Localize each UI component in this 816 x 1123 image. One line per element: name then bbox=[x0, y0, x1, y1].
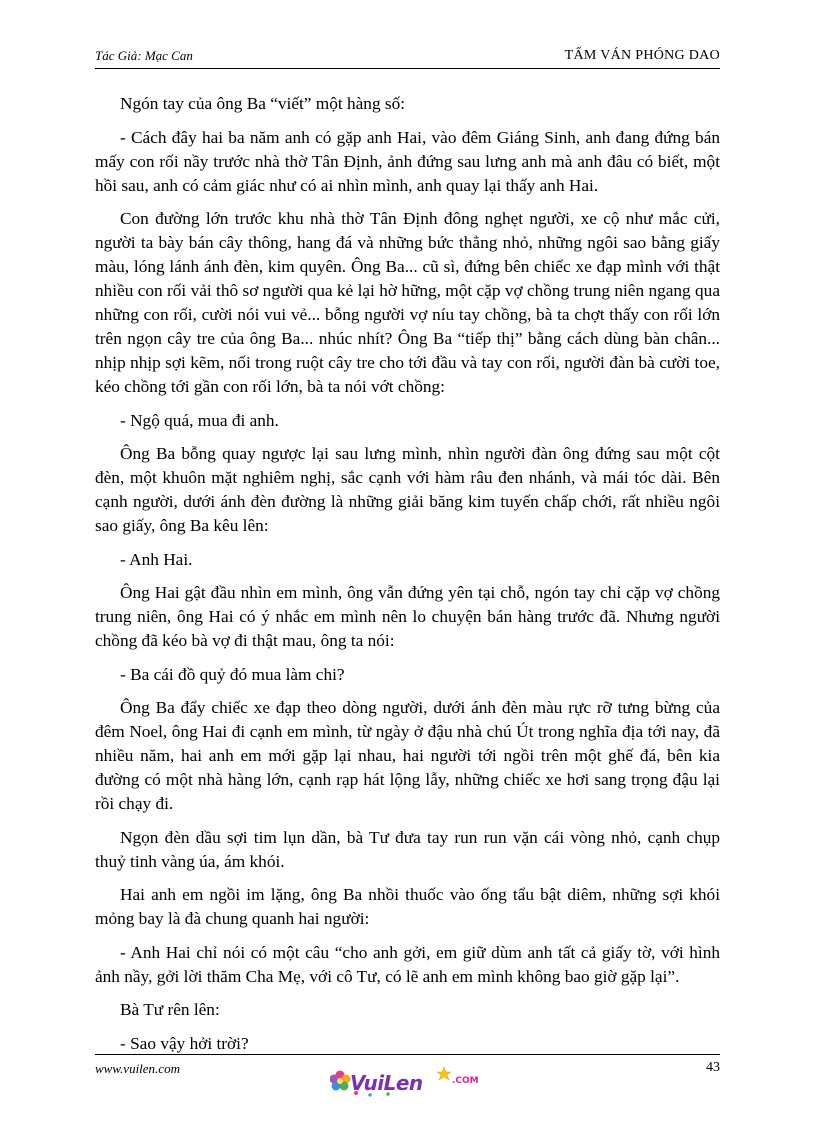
footer-url: www.vuilen.com bbox=[95, 1061, 180, 1076]
page-header bbox=[95, 46, 720, 66]
logo-text: VuiLen bbox=[350, 1071, 423, 1095]
vuilen-logo bbox=[330, 1062, 480, 1100]
header-divider bbox=[95, 68, 720, 69]
paragraph: Ông Hai gật đầu nhìn em mình, ông vẫn đứng yên tại chỗ, ngón tay chỉ cặp vợ chồng trung niên, ông Hai có ý nhắc em mình nên lo chuyện bán hàng trước đã. Nhưng người chồng đã kéo bà vợ đi thật mau, ông ta nói: bbox=[95, 583, 720, 650]
paragraph: - Anh Hai. bbox=[120, 549, 193, 569]
paragraph: - Sao vậy hởi trời? bbox=[120, 1033, 249, 1053]
page-body bbox=[95, 92, 720, 1065]
paragraph: Ông Ba bỗng quay ngược lại sau lưng mình, nhìn người đàn ông đứng sau một cột đèn, một khuôn mặt nghiêm nghị, sắc cạnh với hàm râu đen nhánh, và mái tóc dài. Bên cạnh người, dưới ánh đèn đường là những giải băng kim tuyến chấp chới, rất nhiều ngôi sao giấy, ông Ba kêu lên: bbox=[95, 444, 720, 535]
paragraph: Ngọn đèn dầu sợi tim lụn dần, bà Tư đưa tay run run vặn cái vòng nhỏ, cạnh chụp thuỷ tinh vàng úa, ám khói. bbox=[95, 827, 720, 871]
page-number: 43 bbox=[706, 1060, 720, 1075]
paragraph: - Ba cái đồ quỷ đó mua làm chi? bbox=[120, 664, 345, 684]
paragraph: Ông Ba đẩy chiếc xe đạp theo dòng người, dưới ánh đèn màu rực rỡ tưng bừng của đêm Noel, ông Hai đi cạnh em mình, từ ngày ở đậu nhà chú Út trong nghĩa địa tới nay, đã nhiều năm, hai anh em mới gặp lại nhau, hai người tới ngồi trên một ghế đá, bên kia đường có một nhà hàng lớn, cạnh rạp hát lộng lẫy, những chiếc xe hơi sang trọng đậu lại rồi chạy đi. bbox=[95, 698, 720, 813]
paragraph: Ngón tay của ông Ba “viết” một hàng số: bbox=[120, 94, 406, 113]
paragraph: Bà Tư rên lên: bbox=[120, 1000, 220, 1019]
paragraph: - Ngộ quá, mua đi anh. bbox=[120, 410, 279, 430]
paragraph: Hai anh em ngồi im lặng, ông Ba nhồi thuốc vào ống tẩu bật diêm, những sợi khói mỏng bay là đà chung quanh hai người: bbox=[95, 885, 720, 928]
paragraph: - Anh Hai chỉ nói có một câu “cho anh gởi, em giữ dùm anh tất cả giấy tờ, với hình ảnh nầy, gởi lời thăm Cha Mẹ, với cô Tư, có lẽ anh em mình không bao giờ gặp lại”. bbox=[95, 942, 720, 986]
header-book-title: TẤM VÁN PHÓNG DAO bbox=[564, 48, 720, 63]
paragraph: - Cách đây hai ba năm anh có gặp anh Hai, vào đêm Giáng Sinh, anh đang đứng bán mấy con rối nầy trước nhà thờ Tân Định, ảnh đứng sau lưng anh mà anh đâu có biết, một hồi sau, anh có cảm giác như có ai nhìn mình, anh quay lại thấy anh Hai. bbox=[95, 127, 720, 195]
header-author: Tác Giả: Mạc Can bbox=[95, 48, 193, 63]
paragraph: Con đường lớn trước khu nhà thờ Tân Định đông nghẹt người, xe cộ như mắc cửi, người ta bày bán cây thông, hang đá và những bức thẳng nhỏ, những ngôi sao bằng giấy màu, lóng lánh ánh đèn, kim quyên. Ông Ba... cũ sì, đứng bên chiếc xe đạp mình với thật nhiều con rối vải thô sơ người qua kẻ lại hờ hững, một cặp vợ chồng trung niên ngang qua những con rối, cười nói vui vẻ... bỗng người vợ níu tay chồng, bà ta chợt thấy con rối lớn trên ngọn cây tre của ông Ba... nhúc nhít? Ông Ba “tiếp thị” bằng cách dùng bàn chân... nhịp nhịp sợi kẽm, nối trong ruột cây tre cho tới đầu và tay con rối, người đàn bà cười toe, kéo chồng tới gần con rối lớn, bà ta nói vớt chồng: bbox=[95, 209, 720, 396]
footer-divider bbox=[95, 1054, 720, 1055]
logo-suffix: .COM bbox=[452, 1076, 479, 1086]
